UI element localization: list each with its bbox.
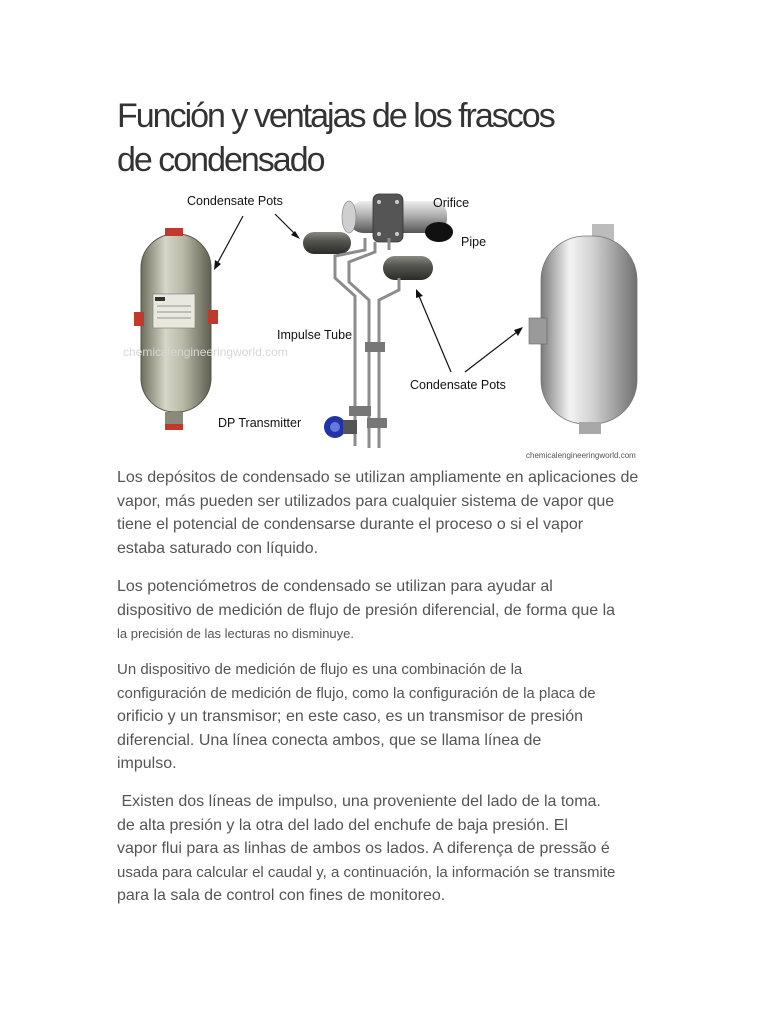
label-condensate-pots-bottom: Condensate Pots — [410, 378, 506, 392]
small-condensate-pot-left — [303, 232, 351, 254]
label-impulse-tube: Impulse Tube — [277, 328, 353, 342]
label-dp-transmitter: DP Transmitter — [218, 416, 302, 430]
paragraph-3-line: impulso. — [117, 755, 177, 772]
paragraph-4-line: Existen dos líneas de impulso, una proveniente del lado de la toma. — [117, 793, 601, 810]
page-title — [117, 94, 677, 182]
paragraph-2-line: Los potenciómetros de condensado se utilizan para ayudar al — [117, 578, 553, 595]
paragraph-3-line: configuración de medición de flujo, como la configuración de la placa de — [117, 684, 596, 702]
paragraph-4-line: de alta presión y la otra del lado del enchufe de baja presión. El — [117, 816, 568, 834]
arrow-to-right-pot — [465, 327, 523, 372]
paragraph-4-line: para la sala de control con fines de monitoreo. — [117, 887, 446, 904]
right-condensate-pot-image — [529, 224, 637, 434]
paragraph-4-line: usada para calcular el caudal y, a continuación, la información se transmite — [117, 863, 616, 881]
paragraph-2-line: la precisión de las lecturas no disminuye. — [117, 626, 355, 641]
arrow-to-left-pot — [214, 216, 243, 270]
credit-text: chemicalengineeringworld.com — [526, 451, 636, 460]
paragraph-4-line: vapor flui para as linhas de ambos os lados. A diferença de pressão é — [117, 840, 610, 857]
paragraph-1-line: Los depósitos de condensado se utilizan ampliamente en aplicaciones de — [117, 469, 639, 486]
label-condensate-pots-top: Condensate Pots — [187, 194, 283, 208]
label-orifice: Orifice — [433, 196, 470, 210]
paragraph-1-line: vapor, más pueden ser utilizados para cualquier sistema de vapor que — [117, 492, 615, 510]
paragraph-3-line: Un dispositivo de medición de flujo es una combinación de la — [117, 661, 523, 678]
left-condensate-pot-image — [134, 228, 218, 430]
condensate-pots-figure — [117, 186, 657, 464]
dp-transmitter-device — [324, 416, 357, 438]
arrow-to-right-small-pot — [416, 289, 451, 372]
title-line-1: Función y ventajas de los frascos — [117, 97, 554, 135]
paragraph-2 — [117, 575, 662, 646]
paragraph-3-line: diferencial. Una línea conecta ambos, que se llama línea de — [117, 731, 542, 749]
watermark-text: chemicalengineeringworld.com — [123, 345, 288, 359]
paragraph-4 — [117, 790, 662, 908]
paragraph-3-line: orificio y un transmisor; en este caso, es un transmisor de presión — [117, 708, 583, 725]
paragraph-1 — [117, 466, 662, 560]
condensate-pots-diagram — [117, 186, 657, 464]
label-pipe: Pipe — [461, 235, 487, 249]
paragraph-1-line: estaba saturado con líquido. — [117, 539, 319, 557]
paragraph-1-line: tiene el potencial de condensarse durante el proceso o si el vapor — [117, 516, 584, 533]
small-condensate-pot-right — [383, 256, 433, 280]
paragraph-3 — [117, 658, 662, 776]
title-line-2: de condensado — [117, 141, 324, 179]
paragraph-2-line: dispositivo de medición de flujo de presión diferencial, de forma que la — [117, 601, 616, 619]
arrow-to-small-pot — [275, 214, 300, 239]
